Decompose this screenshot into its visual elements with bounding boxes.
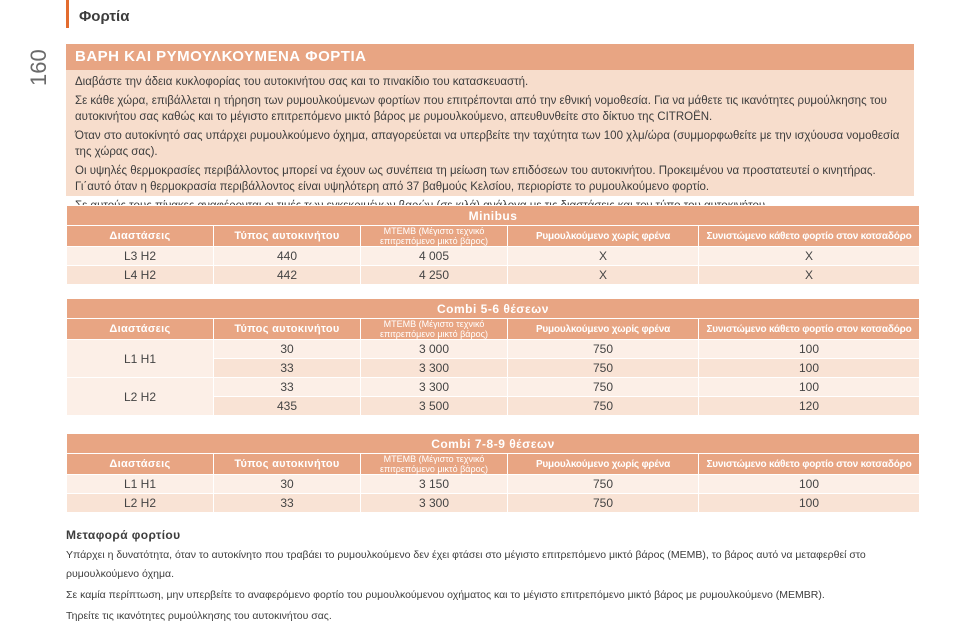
transport-paragraph: Τηρείτε τις ικανότητες ρυμούλκησης του αυτοκινήτου σας. — [66, 610, 332, 622]
page-number: 160 — [26, 49, 51, 86]
combi-7-8-9-table — [66, 433, 920, 513]
cell-type: 33 — [214, 494, 360, 512]
intro-body — [66, 70, 914, 214]
cell-nose: 100 — [699, 378, 919, 396]
col-nose-weight: Συνιστώμενο κάθετο φορτίο στον κοτσαδόρο — [699, 454, 919, 474]
cell-nose: 100 — [699, 359, 919, 377]
cell-mtemb: 4 250 — [361, 266, 507, 284]
cell-dim: L4 H2 — [67, 266, 213, 284]
cell-mtemb: 3 300 — [361, 378, 507, 396]
cell-mtemb: 3 000 — [361, 340, 507, 358]
col-vehicle-type: Τύπος αυτοκινήτου — [214, 226, 360, 246]
cell-mtemb: 4 005 — [361, 247, 507, 265]
cell-type: 33 — [214, 359, 360, 377]
intro-paragraph: Οι υψηλές θερμοκρασίες περιβάλλοντος μπορεί να έχουν ως συνέπεια τη μείωση των επιδόσεων του αυτοκινήτου. Προκειμένου να προστατευτεί ο κινητήρας. Γι΄αυτό όταν η θερμοκρασία περιβάλλοντος είναι υψηλότερη από 37 βαθμούς Κελσίου, περιορίστε το ρυμουλκούμενο φορτίο. — [75, 165, 876, 193]
col-unbraked: Ρυμουλκούμενο χωρίς φρένα — [508, 319, 698, 339]
table-title: Combi 5-6 θέσεων — [67, 299, 919, 318]
col-vehicle-type: Τύπος αυτοκινήτου — [214, 319, 360, 339]
col-dimensions: Διαστάσεις — [67, 454, 213, 474]
cell-nose: 100 — [699, 475, 919, 493]
cell-unbraked: 750 — [508, 378, 698, 396]
table-row — [67, 247, 919, 265]
cell-nose: 100 — [699, 340, 919, 358]
col-dimensions: Διαστάσεις — [67, 319, 213, 339]
col-mtemb: MTEMB (Μέγιστο τεχνικό επιτρεπόμενο μικτό βάρος) — [361, 226, 507, 246]
cell-nose: X — [699, 266, 919, 284]
transport-paragraph: Υπάρχει η δυνατότητα, όταν το αυτοκίνητο που τραβάει το ρυμουλκούμενο δεν έχει φτάσει στο μέγιστο επιτρεπόμενο μικτό βάρος (MEMB), το βάρος αυτό να μεταφερθεί στο ρυμουλκούμενο όχημα. — [66, 549, 866, 580]
cell-nose: X — [699, 247, 919, 265]
col-dimensions: Διαστάσεις — [67, 226, 213, 246]
table-row — [67, 340, 919, 358]
cell-dim: L2 H2 — [67, 378, 213, 415]
cell-nose: 120 — [699, 397, 919, 415]
intro-paragraph: Όταν στο αυτοκίνητό σας υπάρχει ρυμουλκούμενο όχημα, απαγορεύεται να υπερβείτε την ταχύτητα των 100 χλμ/ώρα (συμμορφωθείτε με την ισχύουσα νομοθεσία της χώρας σας). — [75, 130, 900, 158]
intro-paragraph: Σε κάθε χώρα, επιβάλλεται η τήρηση των ρυμουλκούμενων φορτίων που επιτρέπονται από την εθνική νομοθεσία. Για να μάθετε τις ικανότητες ρυμούλκησης του αυτοκινήτου σας καθώς και το μέγιστο επιτρεπόμενο μικτό βάρος με ρυμουλκούμενο, απευθυνθείτε στο δίκτυο της CITROËN. — [75, 95, 887, 123]
cell-mtemb: 3 300 — [361, 359, 507, 377]
cell-unbraked: 750 — [508, 397, 698, 415]
intro-panel — [66, 44, 914, 196]
transport-body — [66, 546, 926, 628]
table-row — [67, 266, 919, 284]
cell-unbraked: 750 — [508, 475, 698, 493]
intro-title: ΒΑΡΗ ΚΑΙ ΡΥΜΟΥΛΚΟΥΜΕΝΑ ΦΟΡΤΙΑ — [66, 44, 914, 70]
accent-rule — [66, 0, 69, 28]
cell-unbraked: 750 — [508, 494, 698, 512]
transport-title: Μεταφορά φορτίου — [66, 528, 181, 542]
cell-nose: 100 — [699, 494, 919, 512]
transport-paragraph: Σε καμία περίπτωση, μην υπερβείτε το αναφερόμενο φορτίο του ρυμουλκούμενου οχήματος και το μέγιστο επιτρεπόμενο μικτό βάρος με ρυμουλκούμενο (MEMBR). — [66, 589, 825, 601]
col-unbraked: Ρυμουλκούμενο χωρίς φρένα — [508, 226, 698, 246]
cell-dim: L2 H2 — [67, 494, 213, 512]
combi-5-6-table — [66, 298, 920, 416]
col-mtemb: MTEMB (Μέγιστο τεχνικό επιτρεπόμενο μικτό βάρος) — [361, 319, 507, 339]
cell-mtemb: 3 300 — [361, 494, 507, 512]
cell-unbraked: X — [508, 247, 698, 265]
col-unbraked: Ρυμουλκούμενο χωρίς φρένα — [508, 454, 698, 474]
cell-mtemb: 3 500 — [361, 397, 507, 415]
table-title: Minibus — [67, 206, 919, 225]
minibus-table — [66, 205, 920, 285]
cell-dim: L3 H2 — [67, 247, 213, 265]
cell-type: 442 — [214, 266, 360, 284]
cell-dim: L1 H1 — [67, 475, 213, 493]
col-vehicle-type: Τύπος αυτοκινήτου — [214, 454, 360, 474]
cell-type: 33 — [214, 378, 360, 396]
table-row — [67, 378, 919, 396]
cell-dim: L1 H1 — [67, 340, 213, 377]
cell-mtemb: 3 150 — [361, 475, 507, 493]
cell-type: 30 — [214, 475, 360, 493]
section-header: Φορτία — [79, 8, 130, 25]
cell-unbraked: 750 — [508, 359, 698, 377]
cell-unbraked: 750 — [508, 340, 698, 358]
cell-type: 435 — [214, 397, 360, 415]
col-nose-weight: Συνιστώμενο κάθετο φορτίο στον κοτσαδόρο — [699, 226, 919, 246]
table-title: Combi 7-8-9 θέσεων — [67, 434, 919, 453]
col-nose-weight: Συνιστώμενο κάθετο φορτίο στον κοτσαδόρο — [699, 319, 919, 339]
cell-type: 30 — [214, 340, 360, 358]
col-mtemb: MTEMB (Μέγιστο τεχνικό επιτρεπόμενο μικτό βάρος) — [361, 454, 507, 474]
intro-paragraph: Διαβάστε την άδεια κυκλοφορίας του αυτοκινήτου σας και το πινακίδιο του κατασκευαστή. — [75, 76, 529, 88]
table-row — [67, 475, 919, 493]
cell-unbraked: X — [508, 266, 698, 284]
cell-type: 440 — [214, 247, 360, 265]
table-row — [67, 494, 919, 512]
